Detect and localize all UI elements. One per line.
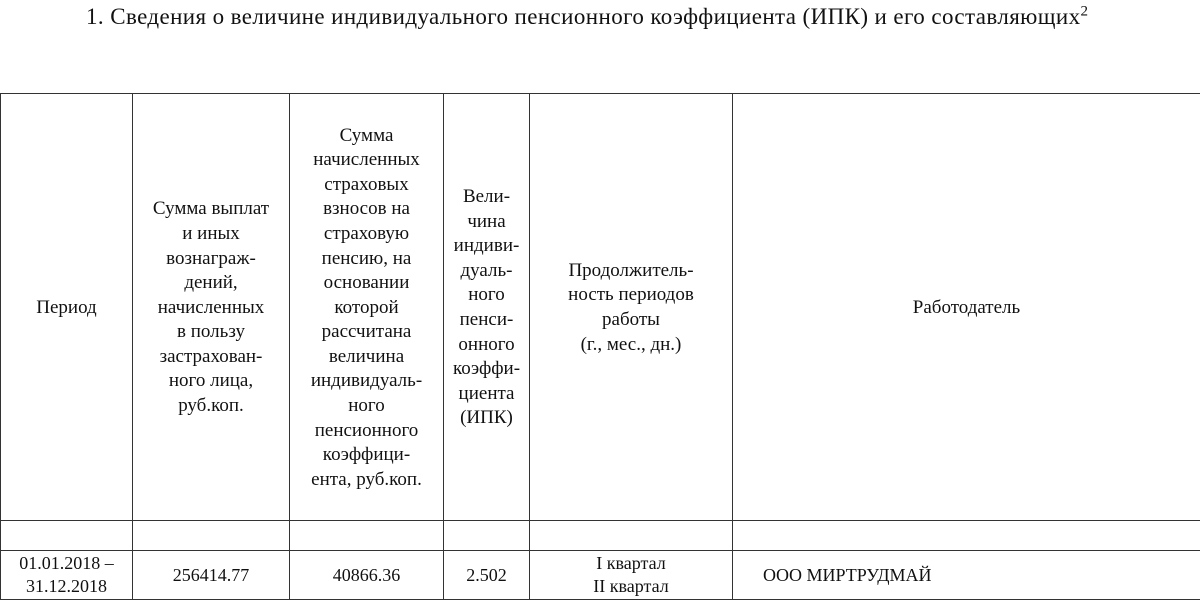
header-line: страховых bbox=[324, 173, 409, 195]
header-line: страховую bbox=[323, 222, 410, 244]
header-line: величина bbox=[328, 345, 405, 367]
header-line: Сумма выплат bbox=[152, 198, 270, 220]
empty-cell bbox=[1, 521, 133, 551]
header-line: Работодатель bbox=[912, 296, 1021, 318]
cell-payments: 256414.77 bbox=[133, 551, 290, 600]
header-line: начисленных bbox=[313, 149, 420, 171]
column-header-ipk bbox=[444, 94, 530, 521]
empty-cell bbox=[133, 521, 290, 551]
header-line: вознаграж- bbox=[166, 247, 256, 269]
header-line: взносов на bbox=[323, 198, 410, 220]
header-line: (ИПК) bbox=[460, 407, 513, 429]
table-empty-row bbox=[1, 521, 1200, 551]
header-line: Сумма bbox=[339, 124, 394, 146]
empty-cell bbox=[444, 521, 530, 551]
table-row bbox=[1, 551, 1200, 600]
column-header-contributions bbox=[290, 94, 444, 521]
section-heading bbox=[0, 0, 1196, 34]
header-line: дуаль- bbox=[460, 259, 513, 281]
period-to: 31.12.2018 bbox=[26, 576, 107, 596]
header-line: в пользу bbox=[177, 321, 245, 343]
cell-period bbox=[1, 551, 133, 600]
header-line: коэффи- bbox=[452, 358, 521, 380]
footnote-marker: 2 bbox=[1080, 3, 1089, 20]
header-line: которой bbox=[334, 296, 399, 318]
duration-line-1: I квартал bbox=[596, 553, 666, 573]
period-from: 01.01.2018 – bbox=[19, 553, 114, 573]
empty-cell bbox=[733, 521, 1200, 551]
empty-cell bbox=[290, 521, 444, 551]
ipk-table bbox=[0, 93, 1200, 600]
cell-employer: ООО МИРТРУДМАЙ bbox=[733, 551, 1200, 600]
column-header-period bbox=[1, 94, 133, 521]
column-header-employer bbox=[733, 94, 1200, 521]
table-header-row bbox=[1, 94, 1200, 521]
header-line: коэффици- bbox=[322, 444, 411, 466]
header-line: Вели- bbox=[462, 186, 511, 208]
duration-line-2: II квартал bbox=[593, 576, 669, 596]
header-line: (г., мес., дн.) bbox=[580, 333, 682, 355]
header-line: чина bbox=[467, 210, 506, 232]
column-header-duration bbox=[530, 94, 733, 521]
header-line: начисленных bbox=[157, 296, 265, 318]
cell-duration bbox=[530, 551, 733, 600]
header-line: ента, руб.коп. bbox=[311, 468, 422, 490]
header-line: дений, bbox=[184, 272, 238, 294]
header-line: циента bbox=[458, 382, 515, 404]
cell-contributions: 40866.36 bbox=[290, 551, 444, 600]
cell-ipk: 2.502 bbox=[444, 551, 530, 600]
header-line: руб.коп. bbox=[178, 395, 244, 417]
header-line: пенси- bbox=[459, 309, 514, 330]
header-line: основании bbox=[323, 272, 410, 294]
header-line: и иных bbox=[182, 222, 240, 244]
header-line: ного bbox=[468, 284, 505, 306]
header-line: ность периодов bbox=[568, 284, 694, 306]
header-line: ного bbox=[348, 395, 385, 417]
header-line: рассчитана bbox=[321, 321, 412, 343]
header-line: Период bbox=[36, 296, 97, 318]
header-line: пенсию, на bbox=[321, 247, 412, 269]
header-line: ного лица, bbox=[168, 370, 254, 392]
header-line: застрахован- bbox=[159, 345, 263, 367]
column-header-payments bbox=[133, 94, 290, 521]
header-line: онного bbox=[458, 333, 515, 355]
section-heading-text: 1. Сведения о величине индивидуального пенсионного коэффициента (ИПК) и его составляющих bbox=[86, 4, 1081, 29]
header-line: индивидуаль- bbox=[310, 370, 423, 392]
header-line: индиви- bbox=[453, 235, 520, 257]
header-line: пенсионного bbox=[314, 419, 419, 441]
header-line: Продолжитель- bbox=[568, 259, 694, 281]
empty-cell bbox=[530, 521, 733, 551]
header-line: работы bbox=[602, 309, 660, 330]
